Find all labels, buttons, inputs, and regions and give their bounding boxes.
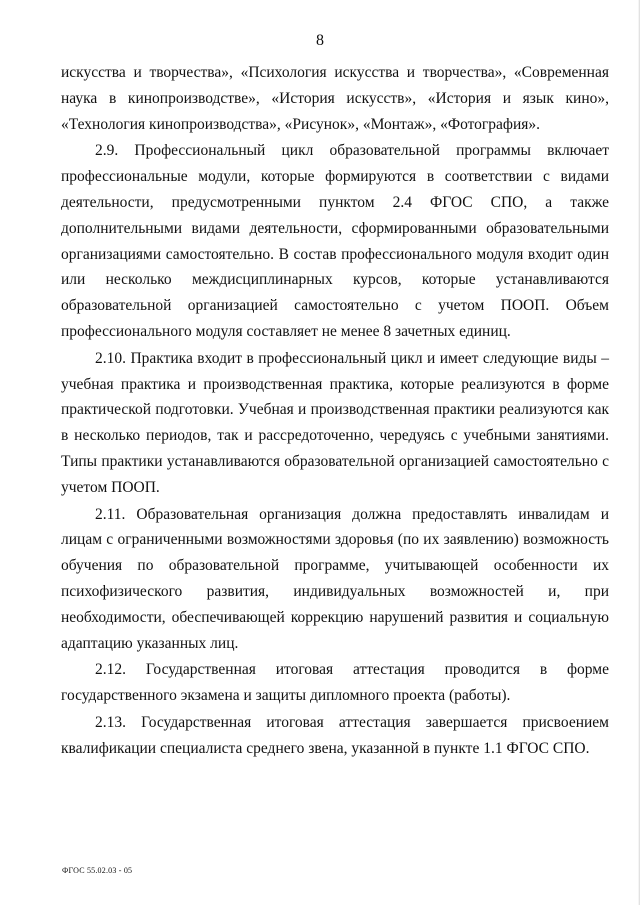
paragraph-2-13: 2.13. Государственная итоговая аттестация завершается присвоением квалификации специалиста среднего звена, указанной в пункте 1.1 ФГОС СПО.	[61, 713, 609, 757]
paragraph-2-11: 2.11. Образовательная организация должна предоставлять инвалидам и лицам с ограниченными возможностями здоровья (по их заявлению) возможность обучения по образовательной программе, учитывающей особенности их психофизического развития, индивидуальных возможностей и, при необходимости, обеспечивающей коррекцию нарушений развития и социальную адаптацию указанных лиц.	[61, 505, 609, 652]
paragraph-2-9: 2.9. Профессиональный цикл образовательной программы включает профессиональные модули, которые формируются в соответствии с видами деятельности, предусмотренными пунктом 2.4 ФГОС СПО, а также дополнительными видами деятельности, сформированными образовательными организациями самостоятельно. В состав профессионального модуля входит один или несколько междисциплинарных курсов, которые устанавливаются образовательной организацией самостоятельно с учетом ПООП. Объем профессионального модуля составляет не менее 8 зачетных единиц.	[61, 142, 609, 340]
document-body	[61, 60, 609, 762]
page-number: 8	[316, 32, 324, 49]
paragraph-2-10: 2.10. Практика входит в профессиональный цикл и имеет следующие виды – учебная практика и производственная практика, которые реализуются в форме практической подготовки. Учебная и производственная практики реализуются как в несколько периодов, так и рассредоточенно, чередуясь с учебными занятиями. Типы практики устанавливаются образовательной организацией самостоятельно с учетом ПООП.	[61, 349, 609, 496]
paragraph-continuation: искусства и творчества», «Психология искусства и творчества», «Современная наука в кинопроизводстве», «История искусств», «История и язык кино», «Технология кинопроизводства», «Рисунок», «Монтаж», «Фотография».	[61, 64, 609, 133]
document-footer-code: ФГОС 55.02.03 - 05	[62, 866, 133, 875]
paragraph-2-12: 2.12. Государственная итоговая аттестация проводится в форме государственного экзамена и защиты дипломного проекта (работы).	[61, 661, 609, 705]
